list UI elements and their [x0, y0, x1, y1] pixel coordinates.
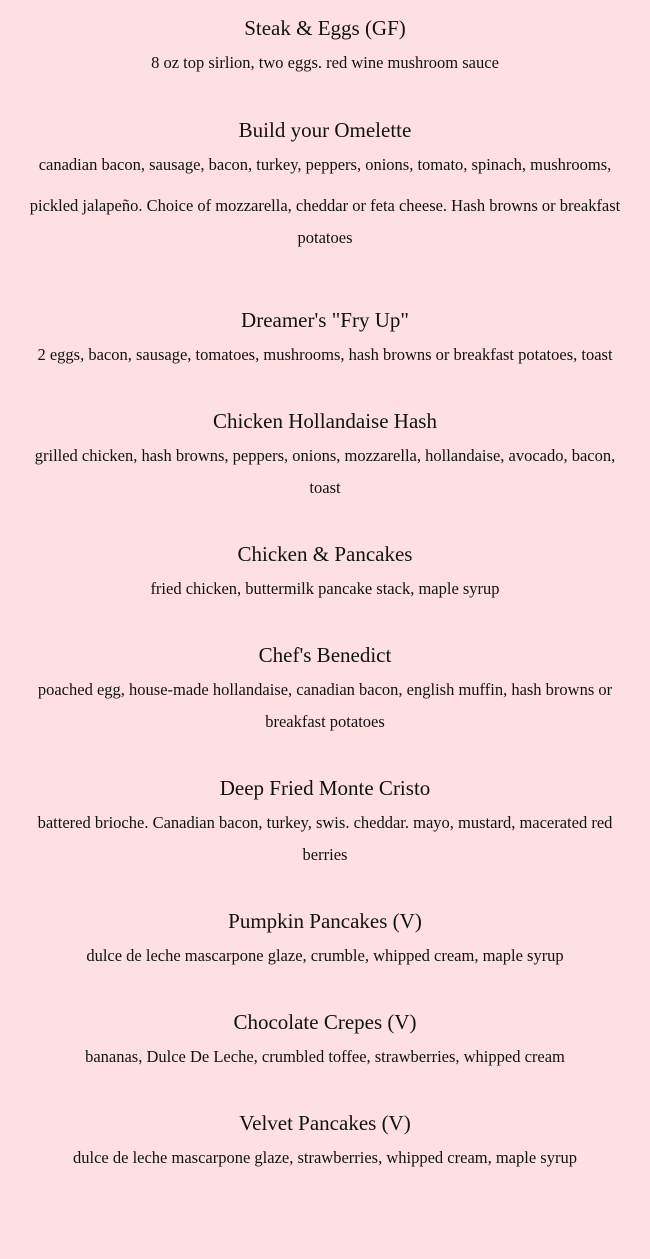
menu-item-description: canadian bacon, sausage, bacon, turkey, peppers, onions, tomato, spinach, mushrooms, — [38, 155, 612, 174]
menu-item-description: battered brioche. Canadian bacon, turkey, swis. cheddar. mayo, mustard, macerated red berries — [37, 813, 613, 864]
menu-item-description: poached egg, house-made hollandaise, canadian bacon, english muffin, hash browns or breakfast potatoes — [37, 680, 613, 731]
menu-item-description: 8 oz top sirlion, two eggs. red wine mushroom sauce — [151, 53, 499, 72]
menu-item-steak-and-eggs — [16, 14, 634, 79]
menu-item-title: Chicken & Pancakes — [237, 542, 413, 566]
menu-item-title: Dreamer's "Fry Up" — [241, 308, 409, 332]
menu-item-title: Steak & Eggs (GF) — [244, 16, 406, 40]
menu-item-pumpkin-pancakes — [16, 907, 634, 972]
menu-item-title: Chicken Hollandaise Hash — [213, 409, 437, 433]
menu-item-chicken-and-pancakes — [16, 540, 634, 605]
menu-item-description: bananas, Dulce De Leche, crumbled toffee, strawberries, whipped cream — [85, 1047, 565, 1066]
menu-item-description-continued: pickled jalapeño. Choice of mozzarella, cheddar or feta cheese. Hash browns or breakfast potatoes — [29, 196, 621, 247]
menu-item-build-your-omelette — [16, 116, 634, 254]
menu-item-description: dulce de leche mascarpone glaze, strawberries, whipped cream, maple syrup — [73, 1148, 577, 1167]
menu-item-chicken-hollandaise-hash — [16, 407, 634, 504]
menu-item-dreamers-fry-up — [16, 306, 634, 371]
menu-item-description: dulce de leche mascarpone glaze, crumble, whipped cream, maple syrup — [86, 946, 564, 965]
menu-item-deep-fried-monte-cristo — [16, 774, 634, 871]
menu-item-chocolate-crepes — [16, 1008, 634, 1073]
menu-item-description: fried chicken, buttermilk pancake stack, maple syrup — [150, 579, 500, 598]
menu-item-title: Velvet Pancakes (V) — [239, 1111, 411, 1135]
menu-item-title: Pumpkin Pancakes (V) — [228, 909, 422, 933]
menu-item-description: 2 eggs, bacon, sausage, tomatoes, mushrooms, hash browns or breakfast potatoes, toast — [37, 345, 613, 364]
menu-item-title: Build your Omelette — [238, 118, 412, 142]
menu-item-title: Chocolate Crepes (V) — [233, 1010, 417, 1034]
menu-item-title: Deep Fried Monte Cristo — [219, 776, 431, 800]
menu-item-chefs-benedict — [16, 641, 634, 738]
menu-item-description: grilled chicken, hash browns, peppers, onions, mozzarella, hollandaise, avocado, bacon, toast — [34, 446, 616, 497]
menu-item-velvet-pancakes — [16, 1109, 634, 1174]
menu-item-title: Chef's Benedict — [258, 643, 392, 667]
